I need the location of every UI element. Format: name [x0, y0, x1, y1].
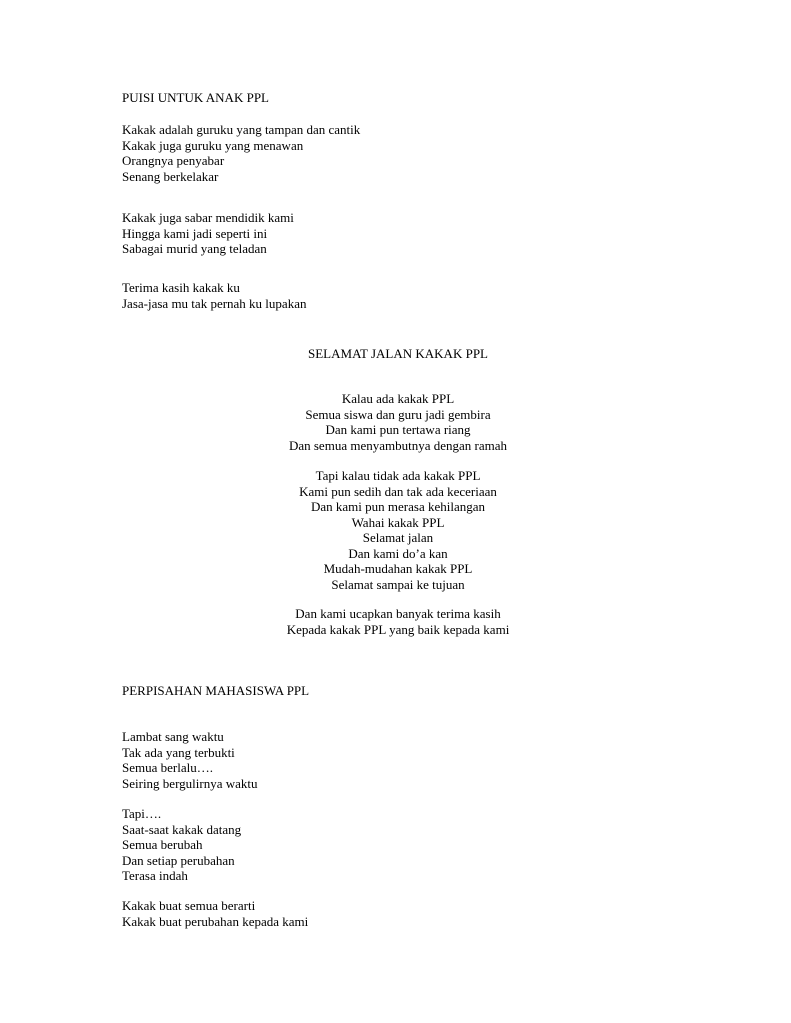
poem2-title-block: [200, 346, 596, 362]
verse-line: Sabagai murid yang teladan: [122, 241, 267, 256]
poem3-stanza-3: [122, 898, 308, 929]
verse-line: Dan kami pun merasa kehilangan: [311, 499, 485, 514]
verse-line: Terima kasih kakak ku: [122, 280, 240, 295]
verse-line: Hingga kami jadi seperti ini: [122, 225, 268, 241]
verse-line: Dan kami do’a kan: [348, 545, 448, 561]
verse-line: Kakak juga guruku yang menawan: [122, 137, 304, 153]
poem3-title: PERPISAHAN MAHASISWA PPL: [122, 683, 310, 698]
verse-line: Semua berlalu….: [122, 760, 213, 775]
poem-title: [122, 90, 269, 106]
verse-line: Seiring bergulirnya waktu: [122, 775, 258, 791]
verse-line: Selamat sampai ke tujuan: [331, 576, 465, 592]
poem1-stanza-2: [122, 210, 294, 257]
poem2-title: SELAMAT JALAN KAKAK PPL: [308, 346, 488, 361]
verse-line: Dan kami pun tertawa riang: [325, 422, 471, 437]
poem3-title-block: [122, 683, 309, 699]
verse-line: Lambat sang waktu: [122, 729, 224, 744]
verse-line: Kakak buat semua berarti: [122, 898, 256, 913]
verse-line: Semua berubah: [122, 837, 203, 852]
verse-line: Dan kami ucapkan banyak terima kasih: [295, 606, 501, 621]
verse-line: Selamat jalan: [362, 530, 434, 545]
poem2-stanza-2: [200, 468, 596, 592]
verse-line: Senang berkelakar: [122, 168, 219, 184]
verse-line: Dan setiap perubahan: [122, 852, 235, 868]
verse-line: Kami pun sedih dan tak ada keceriaan: [299, 483, 497, 499]
poem3-stanza-2: [122, 806, 241, 884]
verse-line: Tapi kalau tidak ada kakak PPL: [315, 468, 481, 483]
verse-line: Saat-saat kakak datang: [122, 821, 242, 837]
verse-line: Terasa indah: [122, 868, 188, 883]
poem3-stanza-1: [122, 729, 258, 791]
verse-line: Kalau ada kakak PPL: [341, 391, 455, 406]
verse-line: Orangnya penyabar: [122, 153, 225, 168]
verse-line: Kakak buat perubahan kepada kami: [122, 913, 309, 929]
verse-line: Mudah-mudahan kakak PPL: [323, 561, 473, 576]
verse-line: Jasa-jasa mu tak pernah ku lupakan: [122, 295, 307, 311]
verse-line: Kakak adalah guruku yang tampan dan cantik: [122, 122, 361, 137]
poem1-title: PUISI UNTUK ANAK PPL: [122, 90, 269, 105]
verse-line: Kepada kakak PPL yang baik kepada kami: [286, 621, 510, 637]
poem1-stanza-3: [122, 280, 306, 311]
verse-line: Wahai kakak PPL: [351, 514, 445, 530]
poem1-stanza-1: [122, 122, 360, 184]
verse-line: Semua siswa dan guru jadi gembira: [305, 406, 491, 422]
poem2-stanza-1: [200, 391, 596, 453]
verse-line: Kakak juga sabar mendidik kami: [122, 210, 294, 225]
verse-line: Tapi….: [122, 806, 162, 821]
verse-line: Dan semua menyambutnya dengan ramah: [288, 437, 508, 453]
poem2-stanza-3: [200, 606, 596, 637]
verse-line: Tak ada yang terbukti: [122, 744, 235, 760]
